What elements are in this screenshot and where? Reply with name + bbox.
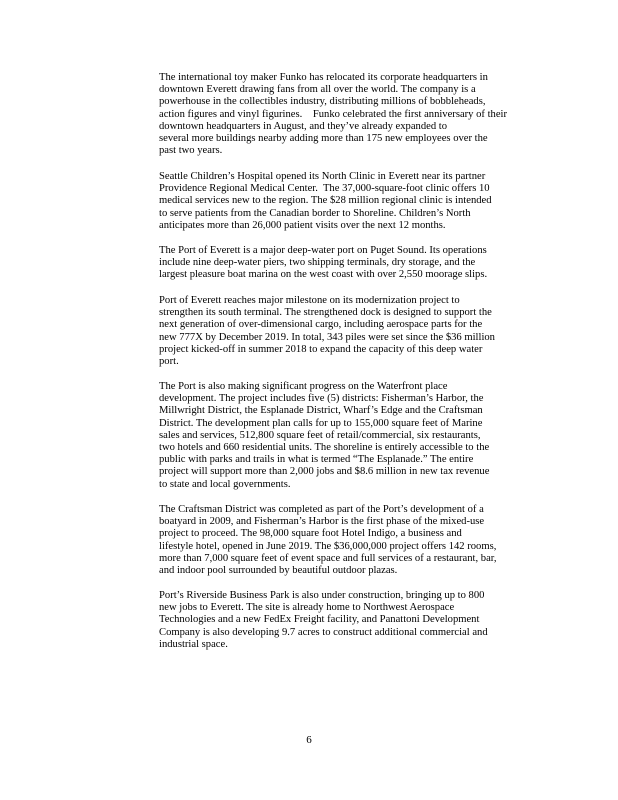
text-line: anticipates more than 26,000 patient visits over the next 12 months. (159, 219, 446, 231)
paragraph-funko (159, 72, 559, 157)
paragraph-waterfront-place (159, 381, 559, 491)
text-line: include nine deep-water piers, two shipping terminals, dry storage, and the (159, 257, 476, 269)
text-line: and indoor pool surrounded by beautiful outdoor plazas. (159, 565, 398, 577)
text-line: Providence Regional Medical Center. The 37,000-square-foot clinic offers 10 (159, 183, 490, 195)
text-line: two hotels and 660 residential units. The shoreline is entirely accessible to the (159, 442, 490, 454)
text-line: Seattle Children’s Hospital opened its North Clinic in Everett near its partner (159, 171, 486, 182)
text-line: action figures and vinyl figurines. Funko celebrated the first anniversary of their (159, 108, 508, 120)
text-line: Millwright District, the Esplanade District, Wharf’s Edge and the Craftsman (159, 405, 483, 417)
text-line: to state and local governments. (159, 478, 291, 490)
text-line: powerhouse in the collectibles industry, distributing millions of bobbleheads, (159, 96, 486, 108)
text-line: medical services new to the region. The $28 million regional clinic is intended (159, 195, 492, 207)
text-line: Technologies and a new FedEx Freight facility, and Panattoni Development (159, 614, 480, 626)
text-line: Company is also developing 9.7 acres to construct additional commercial and (159, 626, 488, 638)
text-line: boatyard in 2009, and Fisherman’s Harbor is the first phase of the mixed-use (159, 516, 485, 528)
text-line: port. (159, 356, 179, 368)
text-line: Port of Everett reaches major milestone on its modernization project to (159, 295, 460, 306)
page-number: 6 (306, 734, 312, 746)
text-line: strengthen its south terminal. The strengthened dock is designed to support the (159, 307, 492, 319)
text-line: downtown Everett drawing fans from all over the world. The company is a (159, 84, 476, 96)
text-line: The international toy maker Funko has relocated its corporate headquarters in (159, 72, 488, 83)
text-line: past two years. (159, 145, 223, 157)
text-line: Port’s Riverside Business Park is also under construction, bringing up to 800 (159, 590, 485, 601)
text-line: largest pleasure boat marina on the west coast with over 2,550 moorage slips. (159, 269, 488, 281)
paragraph-craftsman-district (159, 504, 559, 577)
text-line: District. The development plan calls for up to 155,000 square feet of Marine (159, 417, 483, 429)
text-line: development. The project includes five (5) districts: Fisherman’s Harbor, the (159, 393, 484, 405)
text-line: downtown headquarters in August, and they’ve already expanded to (159, 120, 448, 132)
paragraph-port-modernization (159, 295, 559, 368)
paragraph-port-of-everett (159, 245, 559, 282)
text-line: industrial space. (159, 638, 228, 650)
paragraph-riverside-business-park (159, 590, 559, 651)
text-line: new 777X by December 2019. In total, 343 piles were set since the $36 million (159, 331, 495, 343)
text-line: to serve patients from the Canadian border to Shoreline. Children’s North (159, 207, 471, 219)
text-line: new jobs to Everett. The site is already home to Northwest Aerospace (159, 602, 455, 614)
paragraph-seattle-childrens (159, 171, 559, 232)
text-line: public with parks and trails in what is termed “The Esplanade.” The entire (159, 454, 474, 466)
text-line: lifestyle hotel, opened in June 2019. The $36,000,000 project offers 142 rooms, (159, 540, 497, 552)
text-line: several more buildings nearby adding more than 175 new employees over the (159, 133, 488, 145)
text-line: project to proceed. The 98,000 square foot Hotel Indigo, a business and (159, 528, 462, 540)
text-line: more than 7,000 square feet of event space and full services of a restaurant, bar, (159, 552, 497, 564)
text-line: The Craftsman District was completed as part of the Port’s development of a (159, 504, 484, 515)
text-line: project will support more than 2,000 jobs and $8.6 million in new tax revenue (159, 466, 490, 478)
text-line: next generation of over-dimensional cargo, including aerospace parts for the (159, 319, 483, 331)
text-line: The Port is also making significant progress on the Waterfront place (159, 381, 448, 392)
text-line: sales and services, 512,800 square feet of retail/commercial, six restaurants, (159, 429, 481, 441)
text-line: The Port of Everett is a major deep-water port on Puget Sound. Its operations (159, 245, 487, 256)
text-line: project kicked-off in summer 2018 to expand the capacity of this deep water (159, 343, 483, 355)
